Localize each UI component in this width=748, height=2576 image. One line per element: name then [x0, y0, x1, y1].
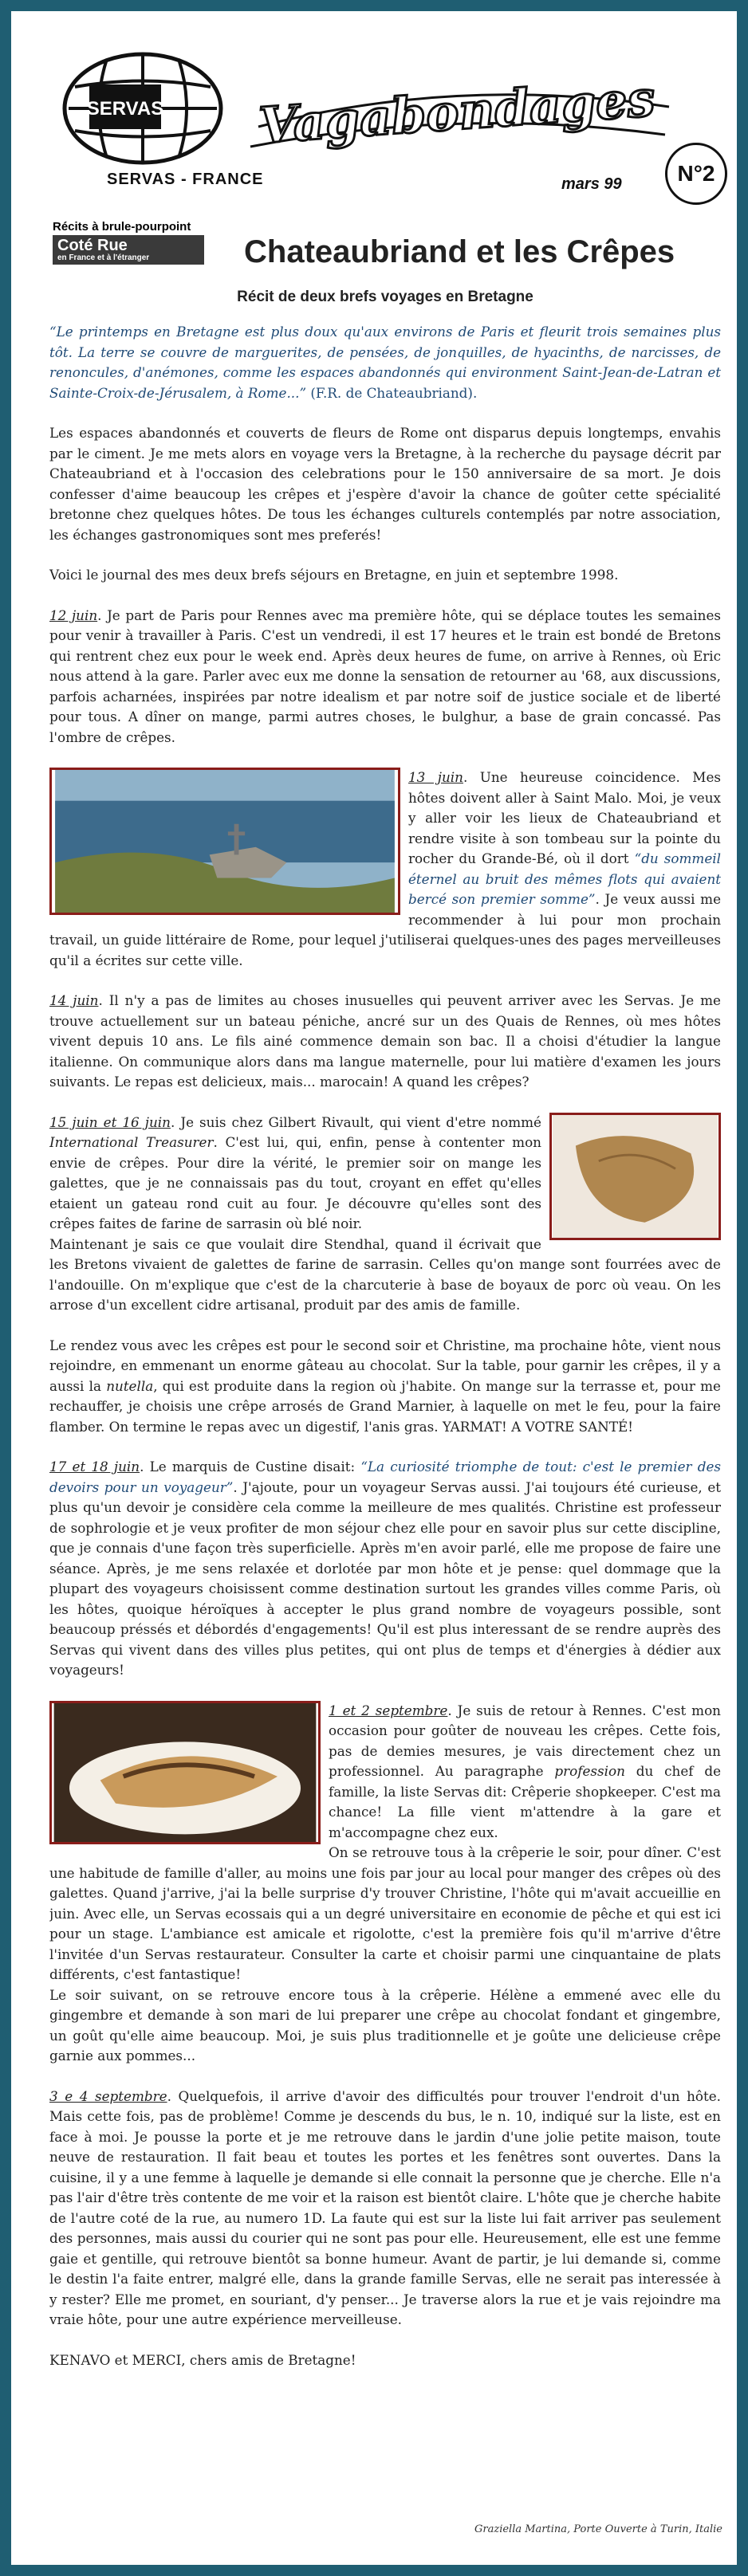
rubric-box-subtitle: en France et à l'étranger — [57, 253, 150, 262]
paragraph-intro: Les espaces abandonnés et couverts de fleurs de Rome ont disparus depuis longtemps, envahis par le ciment. Je me mets alors en voyage vers la Bretagne, à la recherche du paysage décrit par Chateaubriand et à l'occasion des celebrations pour le 150 anniversaire de sa mort. Je dois confesser d'aime beaucoup les crêpes et j'espère d'avoir la chance de goûter cette spécialité bretonne chez quelques hôtes. De tous les échanges culturels contemplés par notre association, les échanges gastronomiques sont mes preferés! — [49, 425, 721, 543]
logo-text: SERVAS — [86, 98, 164, 120]
magazine-title: Vagabondages — [257, 69, 657, 155]
paragraph-3-septembre: 3 e 4 septembre. Quelquefois, il arrive d'avoir des difficultés pour trouver l'endroit d'un hôte. Mais cette fois, pas de problème! Comme je descends du bus, le n. 10, indiqué sur la liste, est en face à moi. Je pousse la porte et je me retrouve dans le jardin d'une jolie petite maison, toute neuve de restauration. Il fait beau et toutes les portes et les fenêtres sont ouvertes. Dans la cuisine, il y a une femme à laquelle je demande si elle connait la personne que je cherche. Elle n'a pas l'air d'être très contente de me voir et la raison est bientôt claire. L'hôte que je cherche habite de l'autre coté de la rue, au numero 1D. La faute qui est sur la liste lui fait arriver pas seulement des personnes, mais aussi du courier qui ne sont pas pour elle. Heureusement, elle est une femme gaie et gentille, qui retrouve bientôt sa bonne humeur. Avant de partir, je lui demande si, comme le destin l'a faite entrer, malgré elle, dans la grande famille Servas, elle ne serait pas interessée à y rester? Elle me promet, en souriant, d'y penser... Je traverse alors la rue et je vais rejoindre ma vraie hôte, pour une autre expérience merveilleuse. — [49, 2087, 722, 2327]
paragraph-journal: Voici le journal des mes deux brefs séjours en Bretagne, en juin et septembre 1998. — [49, 567, 619, 583]
rubric-box — [53, 235, 204, 265]
page-content — [35, 35, 735, 2368]
intro-quote — [49, 322, 721, 403]
title-banner — [234, 59, 681, 163]
paragraph-crepes: Le rendez vous avec les crêpes est pour le second soir et Christine, ma prochaine hôte, vient nous rejoindre, en emmenant un enorme gâteau au chocolat. Sur la table, pour garnir les crêpes, il y a aussi la nutella, qui est produite dans la region où j'habite. On mange sur la terrasse et, pour me rechauffer, je choisis une crêpe arrosés de Grand Marnier, à laquelle on met le feu, pour la faire flamber. On termine le repas avec un digestif, l'anis gras. YARMAT! A VOTRE SANTÉ! — [49, 1337, 721, 1435]
paragraph-14-juin: 14 juin. Il n'y a pas de limites au choses inusuelles qui peuvent arriver avec les Servas. Je me trouve actuellement sur un bateau péniche, ancré sur un des Quais de Rennes, où mes hôtes vivent depuis 10 ans. Le fils ainé commence demain son bac. Il a choisi d'étudier la langue italienne. On communique alors dans ma langue maternelle, pour lui matière d'examen les jours suivants. Le repas est delicieux, mais... marocain! A quand les crêpes? — [49, 992, 721, 1090]
article-subtitle: Récit de deux brefs voyages en Bretagne — [237, 289, 533, 305]
article-body — [49, 322, 721, 2390]
article-title: Chateaubriand et les Crêpes — [244, 234, 675, 269]
chateaubriand-quote: “Le printemps en Bretagne est plus doux qu'aux environs de Paris et fleurit trois semaines plus tôt. La terre se couvre de marguerites, de pensées, de jonquilles, de hyacinths, de narcisses, de renoncules, d'anémones, comme les espaces abandonnés qui environment Saint-Jean-de-Latran et Sainte-Croix-de-Jérusalem, à Rome...” — [49, 324, 721, 401]
galette-photo — [549, 1113, 721, 1240]
paragraph-15-juin: 15 juin et 16 juin. Je suis chez Gilbert Rivault, qui vient d'etre nommé International Treasurer. C'est lui, qui, enfin, pense à contenter mon envie de crêpes. Pour dire la vérité, le premier soir on mange les galettes, que je ne connaissais pas du tout, croyant en effet qu'elles etaient un gateau rond cuit au four. Je découvre qu'elles sont des crêpes faites de farine de sarrasin où blé noir. Maintenant je sais ce que voulait dire Stendhal, quand il écrivait que les Bretons vivaient de galettes de farine de sarrasin. Celles qu'on mange sont fourrées avec de l'andouille. On m'explique que c'est de la charcuterie à base de boyaux de porc où veau. On les arrose d'un excellent cidre artisanal, produit par des amis de famille. — [49, 1113, 721, 1313]
paragraph-12-juin: 12 juin. Je part de Paris pour Rennes avec ma première hôte, qui se déplace toutes les semaines pour venir à travailler à Paris. C'est un vendredi, il est 17 heures et le train est bondé de Bretons qui rentrent chez eux pour le week end. Après deux heures de fume, on arrive à Rennes, où Eric nous attend à la gare. Parler avec eux me donne la sensation de retourner au '68, aux discussions, parfois acharnées, inspirées par notre idealism et par notre soif de justice sociale et de liberté pour tous. A dîner on mange, parmi autres choses, le bulghur, a base de grain concassé. Pas l'ombre de crêpes. — [49, 607, 721, 745]
logo-subtitle: SERVAS - FRANCE — [107, 171, 264, 188]
rubric-box-title: Coté Rue — [57, 237, 128, 254]
section-rubric — [53, 220, 204, 265]
paragraph-septembre: 1 et 2 septembre. Je suis de retour à Rennes. C'est mon occasion pour goûter de nouveau les crêpes. Cette fois, pas de demies mesures, je vais directement chez un professionnel. Au paragraphe profession du chef de famille, la liste Servas dit: Crêperie shopkeeper. C'est ma chance! La fille vient m'attendre à la gare et m'accompagne chez eux. On se retrouve tous à la crêperie le soir, pour dîner. C'est une habitude de famille d'aller, au moins une fois par jour au local pour manger des crêpes où des galettes. Quand j'arrive, j'ai la belle surprise d'y trouver Christine, l'hôte qui m'avait accueillie en juin. Avec elle, un Servas ecossais qui a un degré universitaire en economie de pêche et qui est ici pour un stage. L'ambiance est amicale et rigolotte, c'est la première fois qu'il m'arrive d'être l'invitée d'un Servas restaurateur. Consulter la carte et choisir parmi une cinquantaine de plats différents, c'est fantastique! Le soir suivant, on se retrouve encore tous à la crêperie. Hélène a emmené avec elle du gingembre et demande à son mari de lui preparer une crêpe au chocolat fondant et gingembre, un goût qu'elle aime beaucoup. Moi, je suis plus traditionnelle et je goûte une delicieuse crêpe garnie aux pommes... — [49, 1702, 721, 2064]
masthead — [35, 35, 735, 194]
issue-number-badge: N°2 — [665, 143, 727, 205]
crepes-plate-photo — [49, 1701, 321, 1844]
paragraph-13-juin: 13 juin. Une heureuse coincidence. Mes hôtes doivent aller à Saint Malo. Moi, je veux y aller voir les lieux de Chateaubriand et rendre visite à son tombeau sur la pointe du rocher du Grande-Bé, où il dort “du sommeil éternel au bruit des mêmes flots qui avaient bercé son premier somme”. Je veux aussi me recommender à lui pour mon prochain travail, un guide littéraire de Rome, pour lequel j'utiliserai quelques-unes des pages merveilleuses qu'il a écrites sur cette ville. — [49, 769, 721, 968]
author-signature: Graziella Martina, Porte Ouverte à Turin, Italie — [474, 2523, 722, 2535]
closing-line: KENAVO et MERCI, chers amis de Bretagne! — [49, 2351, 356, 2368]
quote-source: (F.R. de Chateaubriand). — [306, 384, 478, 401]
servas-globe-logo — [59, 51, 226, 167]
saint-malo-coast-photo — [49, 768, 400, 915]
issue-date: mars 99 — [561, 175, 622, 193]
rubric-heading: Récits à brule-pourpoint — [53, 220, 191, 234]
date-label: 12 juin — [49, 607, 98, 623]
paragraph-17-juin: 17 et 18 juin. Le marquis de Custine disait: “La curiosité triomphe de tout: c'est le premier des devoirs pour un voyageur”. J'ajoute, pour un voyageur Servas aussi. J'ai toujours été curieuse, et plus qu'un devoir je considère cela comme la meilleure de mes qualités. Christine est professeur de sophrologie et je veux profiter de mon séjour chez elle pour en savoir plus sur cette discipline, que je connais d'une façon très superficielle. Après m'en avoir parlé, elle me propose de faire une séance. Après, je me sens relaxée et dorlotée par mon hôte et je pense: quel dommage que la plupart des voyageurs choisissent comme destination surtout les grandes villes comme Paris, où les hôtes, quoique héroïques à accepter le plus grand nombre de voyageurs possible, sont beaucoup préssés et débordés d'engagements! Qu'il est plus interessant de se rendre auprès des Servas qui vivent dans des villes plus petites, qui ont plus de temps et d'énergies à dédier aux voyageurs! — [49, 1459, 721, 1678]
